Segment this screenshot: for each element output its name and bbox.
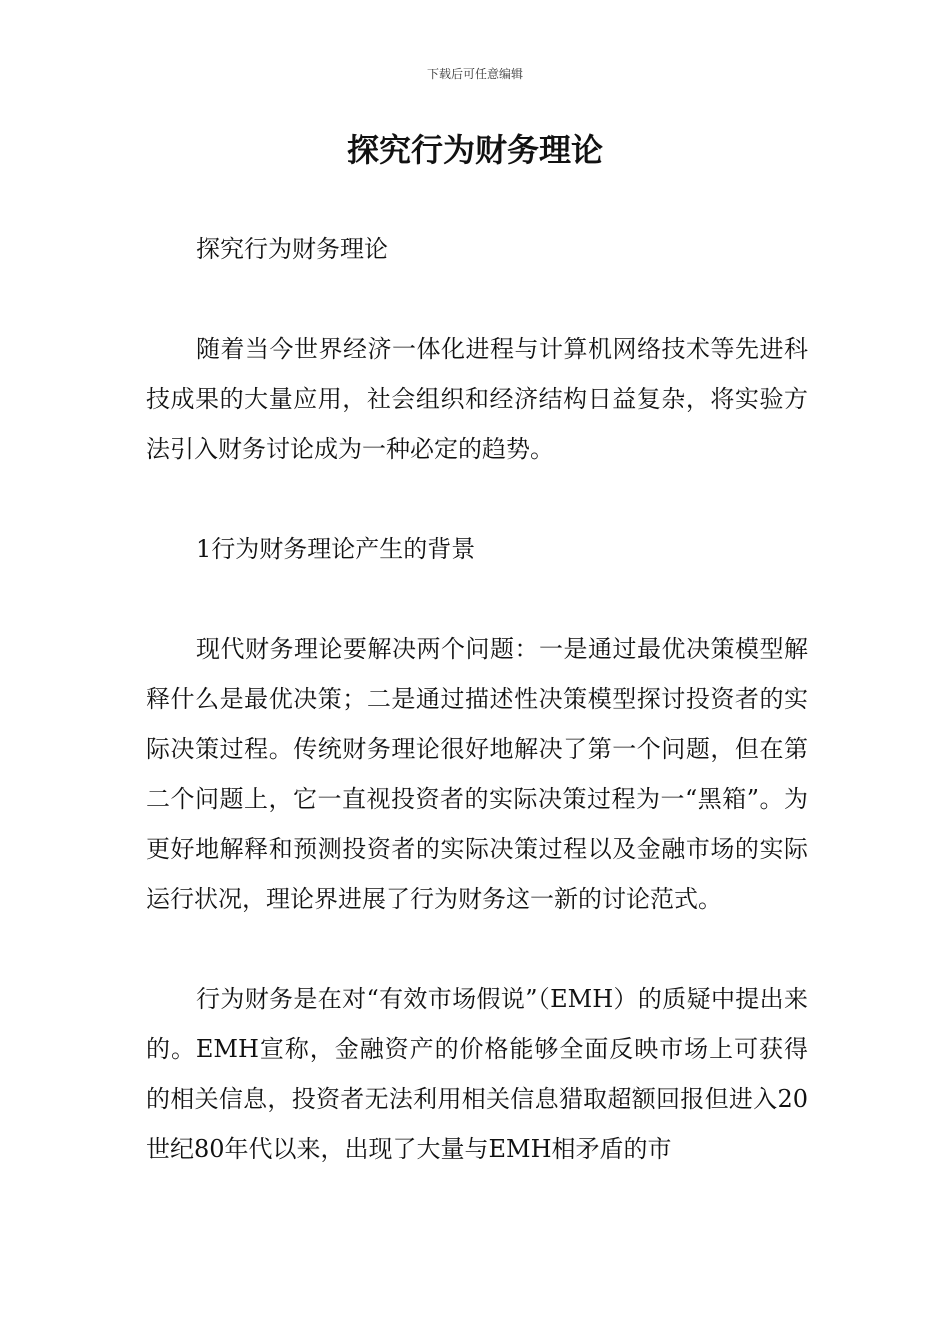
header-note: 下载后可任意编辑: [426, 67, 523, 81]
document-title: 探究行为财务理论: [346, 131, 603, 169]
document-body: [146, 224, 808, 1224]
paragraph-emh: 行为财务是在对“有效市场假说”（EMH）的质疑中提出来的。EMH宣称，金融资产的价格能够全面反映市场上可获得的相关信息，投资者无法利用相关信息猎取超额回报但进入20世纪80年代以来，出现了大量与EMH相矛盾的市: [146, 985, 808, 1163]
paragraph-intro: 随着当今世界经济一体化进程与计算机网络技术等先进科技成果的大量应用，社会组织和经济结构日益复杂，将实验方法引入财务讨论成为一种必定的趋势。: [146, 335, 808, 463]
paragraph-modern-theory: 现代财务理论要解决两个问题：一是通过最优决策模型解释什么是最优决策；二是通过描述性决策模型探讨投资者的实际决策过程。传统财务理论很好地解决了第一个问题，但在第二个问题上，它一直视投资者的实际决策过程为一“黑箱”。为更好地解释和预测投资者的实际决策过程以及金融市场的实际运行状况，理论界进展了行为财务这一新的讨论范式。: [146, 635, 808, 913]
paragraph-subtitle: 探究行为财务理论: [196, 235, 388, 263]
section-heading-background: 1行为财务理论产生的背景: [196, 535, 476, 563]
